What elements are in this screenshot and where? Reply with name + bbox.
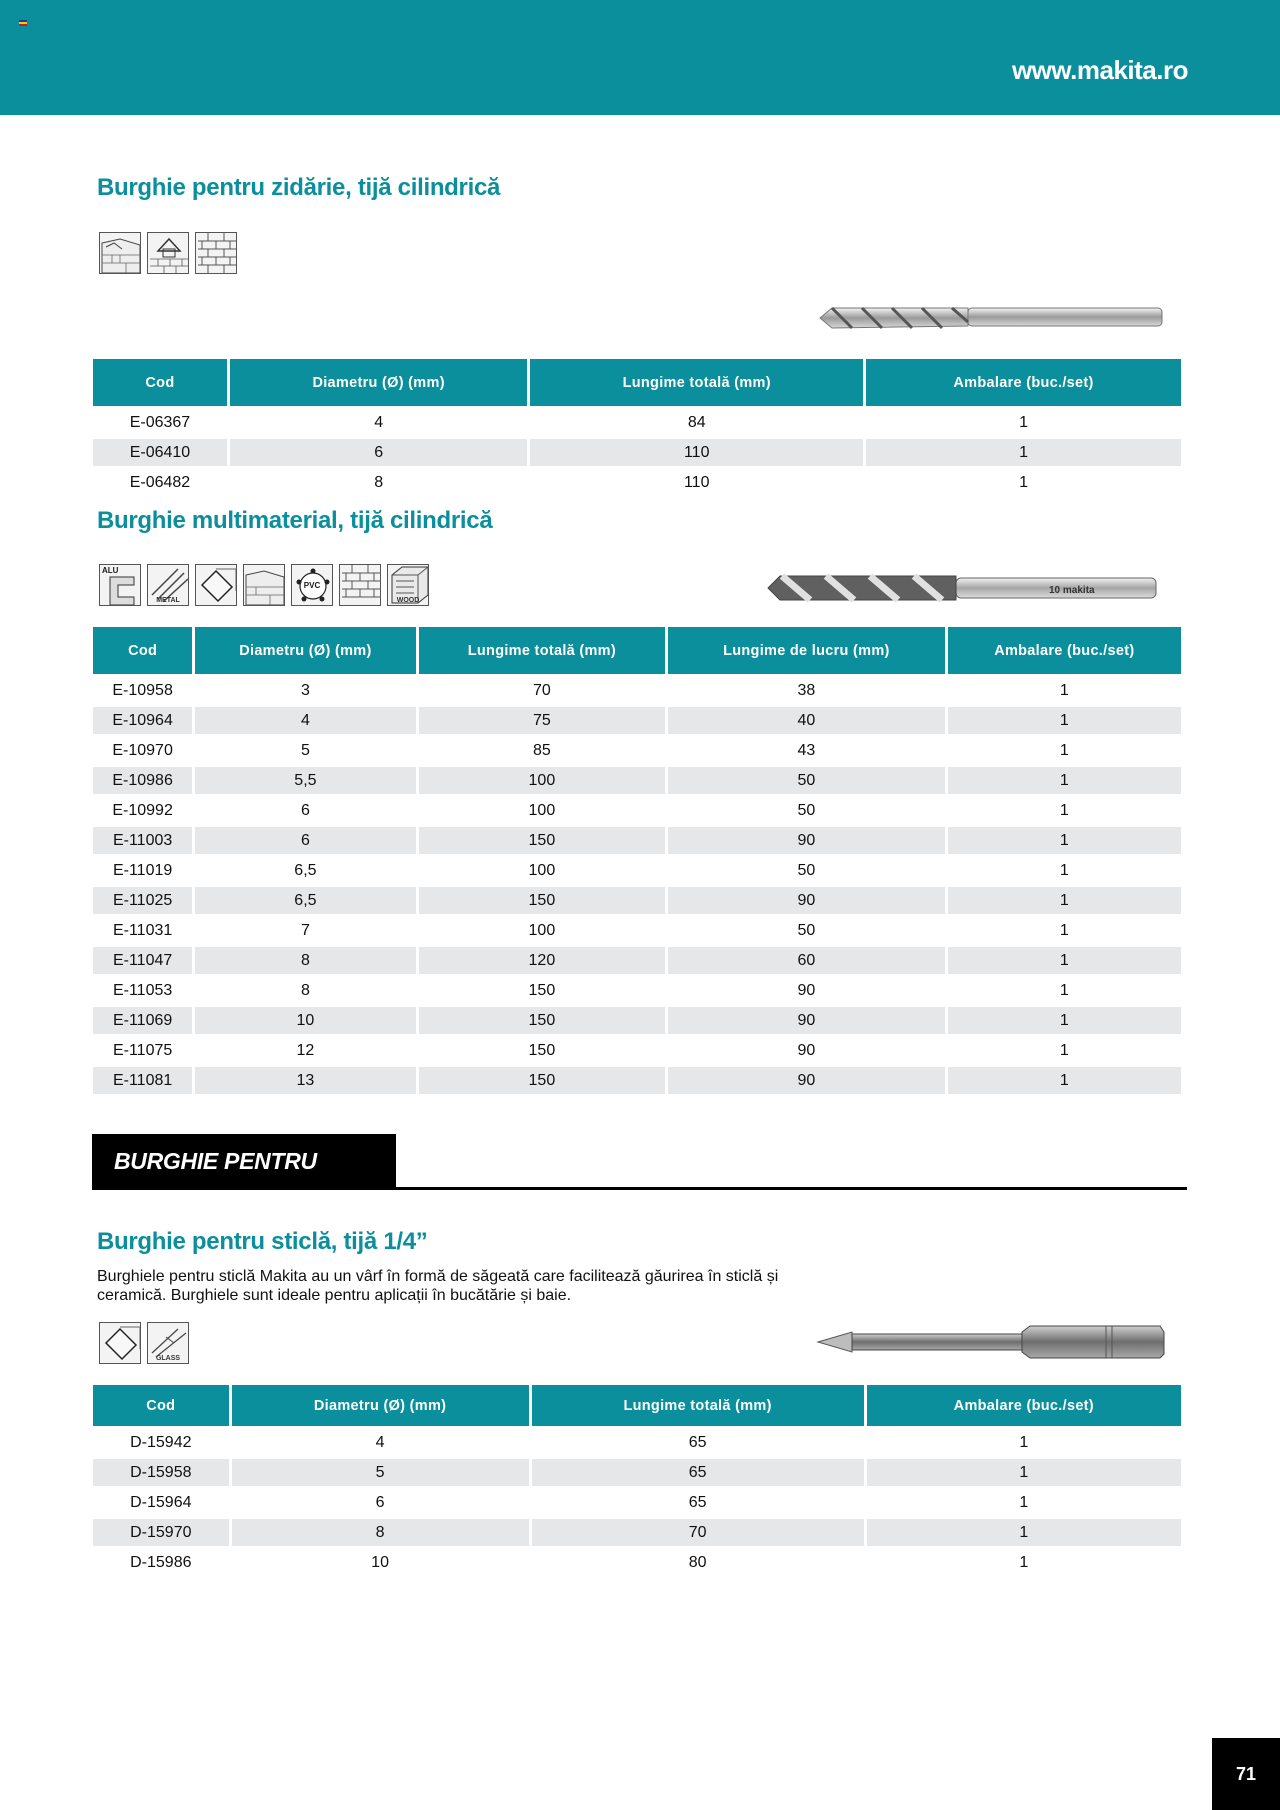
cell-working-length: 50 bbox=[797, 861, 816, 879]
cell-length: 150 bbox=[528, 1041, 556, 1059]
table-row bbox=[93, 677, 1181, 704]
cell-diameter: 6 bbox=[300, 801, 310, 819]
cell-code: E-06482 bbox=[129, 473, 191, 491]
cell-length: 110 bbox=[530, 439, 863, 466]
table-row bbox=[93, 737, 1181, 764]
section-banner: BURGHIE PENTRU STICLĂ bbox=[92, 1134, 396, 1189]
banner-divider bbox=[92, 1187, 1187, 1190]
cell-code: D-15942 bbox=[130, 1433, 192, 1451]
table-row bbox=[93, 857, 1181, 884]
cell-diameter: 13 bbox=[195, 1067, 415, 1094]
section-title-glass: Burghie pentru sticlă, tijă 1/4” bbox=[97, 1228, 428, 1255]
table-row bbox=[93, 707, 1181, 734]
cell-diameter: 4 bbox=[374, 413, 384, 431]
cell-length: 100 bbox=[528, 921, 556, 939]
cell-diameter: 8 bbox=[374, 473, 384, 491]
cell-diameter: 12 bbox=[296, 1041, 315, 1059]
cell-pack: 1 bbox=[948, 887, 1181, 914]
table-row bbox=[93, 1067, 1181, 1094]
cell-length: 65 bbox=[688, 1433, 707, 1451]
page-number: 71 bbox=[1212, 1738, 1280, 1810]
cell-pack: 1 bbox=[1059, 801, 1069, 819]
cell-pack: 1 bbox=[1059, 1041, 1069, 1059]
glass-icon bbox=[147, 1322, 189, 1364]
column-header: Ambalare (buc./set) bbox=[866, 359, 1181, 406]
icon-row-masonry bbox=[99, 232, 237, 274]
cell-pack: 1 bbox=[867, 1519, 1181, 1546]
header-bar bbox=[0, 0, 1280, 115]
cell-length: 84 bbox=[687, 413, 706, 431]
cell-diameter: 6,5 bbox=[294, 861, 317, 879]
cell-working-length: 90 bbox=[668, 1007, 945, 1034]
cell-length: 110 bbox=[683, 473, 710, 491]
cell-pack: 1 bbox=[1019, 1433, 1029, 1451]
column-header: Ambalare (buc./set) bbox=[867, 1385, 1181, 1426]
cell-diameter: 5 bbox=[300, 741, 310, 759]
table-header-row bbox=[93, 1385, 1181, 1426]
cell-code: D-15970 bbox=[93, 1519, 229, 1546]
alu-icon bbox=[99, 564, 141, 606]
cell-diameter: 7 bbox=[300, 921, 310, 939]
cell-working-length: 90 bbox=[797, 981, 816, 999]
cell-pack: 1 bbox=[866, 439, 1181, 466]
column-header: Cod bbox=[93, 359, 227, 406]
concrete-icon bbox=[99, 232, 141, 274]
cell-diameter: 6 bbox=[375, 1493, 385, 1511]
cell-diameter: 8 bbox=[195, 947, 415, 974]
icon-label: PVC bbox=[303, 581, 321, 590]
cell-code: E-11025 bbox=[93, 887, 192, 914]
cell-pack: 1 bbox=[948, 1007, 1181, 1034]
tile-icon bbox=[99, 1322, 141, 1364]
cell-length: 70 bbox=[532, 681, 551, 699]
table-row bbox=[93, 947, 1181, 974]
cell-code: E-11053 bbox=[112, 981, 173, 999]
cell-pack: 1 bbox=[1059, 861, 1069, 879]
metal-icon bbox=[147, 564, 189, 606]
icon-label: METAL bbox=[156, 597, 180, 604]
icon-label: WOOD bbox=[396, 597, 420, 604]
brick-wall-icon bbox=[339, 564, 381, 606]
cell-diameter: 4 bbox=[195, 707, 415, 734]
cell-diameter: 10 bbox=[371, 1553, 389, 1571]
icon-label: GLASS bbox=[155, 1355, 181, 1362]
cell-diameter: 6 bbox=[195, 827, 415, 854]
table-row bbox=[93, 1489, 1181, 1516]
glass-table-body bbox=[93, 1429, 1181, 1576]
cell-working-length: 38 bbox=[797, 681, 816, 699]
cell-pack: 1 bbox=[948, 947, 1181, 974]
table-header-row bbox=[93, 359, 1181, 406]
cell-code: E-10992 bbox=[112, 801, 173, 819]
cell-code: E-11047 bbox=[93, 947, 192, 974]
cell-working-length: 50 bbox=[797, 801, 816, 819]
cell-length: 150 bbox=[419, 887, 665, 914]
icon-row-multimaterial bbox=[99, 564, 429, 606]
table-row bbox=[93, 797, 1181, 824]
cell-code: E-11019 bbox=[112, 861, 173, 879]
flag-icon bbox=[19, 20, 27, 26]
cell-length: 85 bbox=[532, 741, 551, 759]
cell-working-length: 90 bbox=[668, 1067, 945, 1094]
multimaterial-drill-table bbox=[90, 624, 1184, 1097]
cell-pack: 1 bbox=[948, 767, 1181, 794]
cell-working-length: 90 bbox=[668, 827, 945, 854]
cell-working-length: 50 bbox=[668, 767, 945, 794]
icon-label: ALU bbox=[102, 566, 119, 575]
cell-length: 120 bbox=[419, 947, 665, 974]
cell-working-length: 60 bbox=[668, 947, 945, 974]
cell-code: D-15964 bbox=[130, 1493, 192, 1511]
cell-code: D-15986 bbox=[130, 1553, 192, 1571]
cell-length: 150 bbox=[419, 1067, 665, 1094]
table-row bbox=[93, 917, 1181, 944]
column-header: Lungime de lucru (mm) bbox=[668, 627, 945, 674]
cell-diameter: 8 bbox=[232, 1519, 529, 1546]
section-title-multimaterial: Burghie multimaterial, tijă cilindrică bbox=[97, 507, 493, 534]
cell-length: 100 bbox=[419, 767, 665, 794]
table-row bbox=[93, 1549, 1181, 1576]
column-header: Lungime totală (mm) bbox=[530, 359, 863, 406]
column-header: Lungime totală (mm) bbox=[532, 1385, 864, 1426]
table-row bbox=[93, 469, 1181, 496]
cell-code: E-06367 bbox=[129, 413, 191, 431]
table-row bbox=[93, 439, 1181, 466]
cell-diameter: 3 bbox=[300, 681, 310, 699]
cell-length: 150 bbox=[528, 981, 556, 999]
tile-icon bbox=[195, 564, 237, 606]
cell-working-length: 43 bbox=[797, 741, 816, 759]
section-title-masonry: Burghie pentru zidărie, tijă cilindrică bbox=[97, 174, 501, 201]
concrete-icon bbox=[243, 564, 285, 606]
pvc-icon bbox=[291, 564, 333, 606]
cell-diameter: 5 bbox=[232, 1459, 529, 1486]
cell-code: E-11031 bbox=[112, 921, 173, 939]
cell-pack: 1 bbox=[1059, 681, 1069, 699]
cell-code: E-11069 bbox=[93, 1007, 192, 1034]
cell-pack: 1 bbox=[867, 1459, 1181, 1486]
table-row bbox=[93, 977, 1181, 1004]
cell-code: E-11081 bbox=[93, 1067, 192, 1094]
cell-length: 75 bbox=[419, 707, 665, 734]
cell-pack: 1 bbox=[1019, 1493, 1029, 1511]
cell-working-length: 90 bbox=[797, 1041, 816, 1059]
table-row bbox=[93, 409, 1181, 436]
cell-pack: 1 bbox=[1019, 473, 1028, 491]
column-header: Cod bbox=[93, 1385, 229, 1426]
website-link[interactable]: www.makita.ro bbox=[1011, 55, 1188, 85]
column-header: Lungime totală (mm) bbox=[419, 627, 665, 674]
cell-length: 80 bbox=[688, 1553, 707, 1571]
column-header: Diametru (Ø) (mm) bbox=[195, 627, 415, 674]
cell-diameter: 4 bbox=[375, 1433, 385, 1451]
cell-pack: 1 bbox=[948, 707, 1181, 734]
multimaterial-drill-bit-image bbox=[766, 572, 1159, 606]
cell-code: E-10964 bbox=[93, 707, 192, 734]
cell-diameter: 10 bbox=[195, 1007, 415, 1034]
cell-working-length: 50 bbox=[797, 921, 816, 939]
cell-pack: 1 bbox=[948, 1067, 1181, 1094]
cell-length: 65 bbox=[532, 1459, 864, 1486]
cell-pack: 1 bbox=[1019, 1553, 1029, 1571]
table-row bbox=[93, 1429, 1181, 1456]
cell-working-length: 90 bbox=[668, 887, 945, 914]
table-row bbox=[93, 1037, 1181, 1064]
house-brick-icon bbox=[147, 232, 189, 274]
cell-pack: 1 bbox=[1019, 413, 1028, 431]
masonry-drill-bit-image bbox=[818, 300, 1165, 340]
multimaterial-table-body bbox=[93, 677, 1181, 1094]
cell-code: D-15958 bbox=[93, 1459, 229, 1486]
cell-code: E-11003 bbox=[93, 827, 192, 854]
cell-code: E-10986 bbox=[93, 767, 192, 794]
column-header: Ambalare (buc./set) bbox=[948, 627, 1181, 674]
drill-marking: 10 makita bbox=[1049, 585, 1095, 596]
masonry-drill-table bbox=[90, 356, 1184, 499]
cell-diameter: 5,5 bbox=[195, 767, 415, 794]
cell-code: E-10958 bbox=[112, 681, 173, 699]
table-row bbox=[93, 887, 1181, 914]
cell-pack: 1 bbox=[1059, 741, 1069, 759]
cell-length: 65 bbox=[688, 1493, 707, 1511]
wood-icon bbox=[387, 564, 429, 606]
table-row bbox=[93, 1007, 1181, 1034]
cell-pack: 1 bbox=[1059, 981, 1069, 999]
table-row bbox=[93, 827, 1181, 854]
cell-diameter: 6 bbox=[230, 439, 527, 466]
cell-length: 70 bbox=[532, 1519, 864, 1546]
glass-drill-bit-image bbox=[816, 1318, 1166, 1362]
cell-diameter: 8 bbox=[300, 981, 310, 999]
column-header: Cod bbox=[93, 627, 192, 674]
table-row bbox=[93, 1459, 1181, 1486]
column-header: Diametru (Ø) (mm) bbox=[230, 359, 527, 406]
table-header-row bbox=[93, 627, 1181, 674]
glass-description: Burghiele pentru sticlă Makita au un vârf în formă de săgeată care facilitează găurirea în sticlă și ceramică. Burghiele sunt ideale pentru aplicații în bucătărie și baie. bbox=[97, 1268, 779, 1304]
cell-pack: 1 bbox=[1059, 921, 1069, 939]
cell-length: 100 bbox=[528, 861, 556, 879]
cell-length: 100 bbox=[528, 801, 556, 819]
icon-row-glass bbox=[99, 1322, 189, 1364]
brick-wall-icon bbox=[195, 232, 237, 274]
glass-drill-table bbox=[90, 1382, 1184, 1579]
cell-length: 150 bbox=[419, 827, 665, 854]
table-row bbox=[93, 1519, 1181, 1546]
cell-code: E-11075 bbox=[112, 1041, 173, 1059]
cell-diameter: 6,5 bbox=[195, 887, 415, 914]
cell-length: 150 bbox=[419, 1007, 665, 1034]
column-header: Diametru (Ø) (mm) bbox=[232, 1385, 529, 1426]
cell-code: E-10970 bbox=[112, 741, 173, 759]
table-row bbox=[93, 767, 1181, 794]
cell-working-length: 40 bbox=[668, 707, 945, 734]
cell-code: E-06410 bbox=[93, 439, 227, 466]
cell-pack: 1 bbox=[948, 827, 1181, 854]
